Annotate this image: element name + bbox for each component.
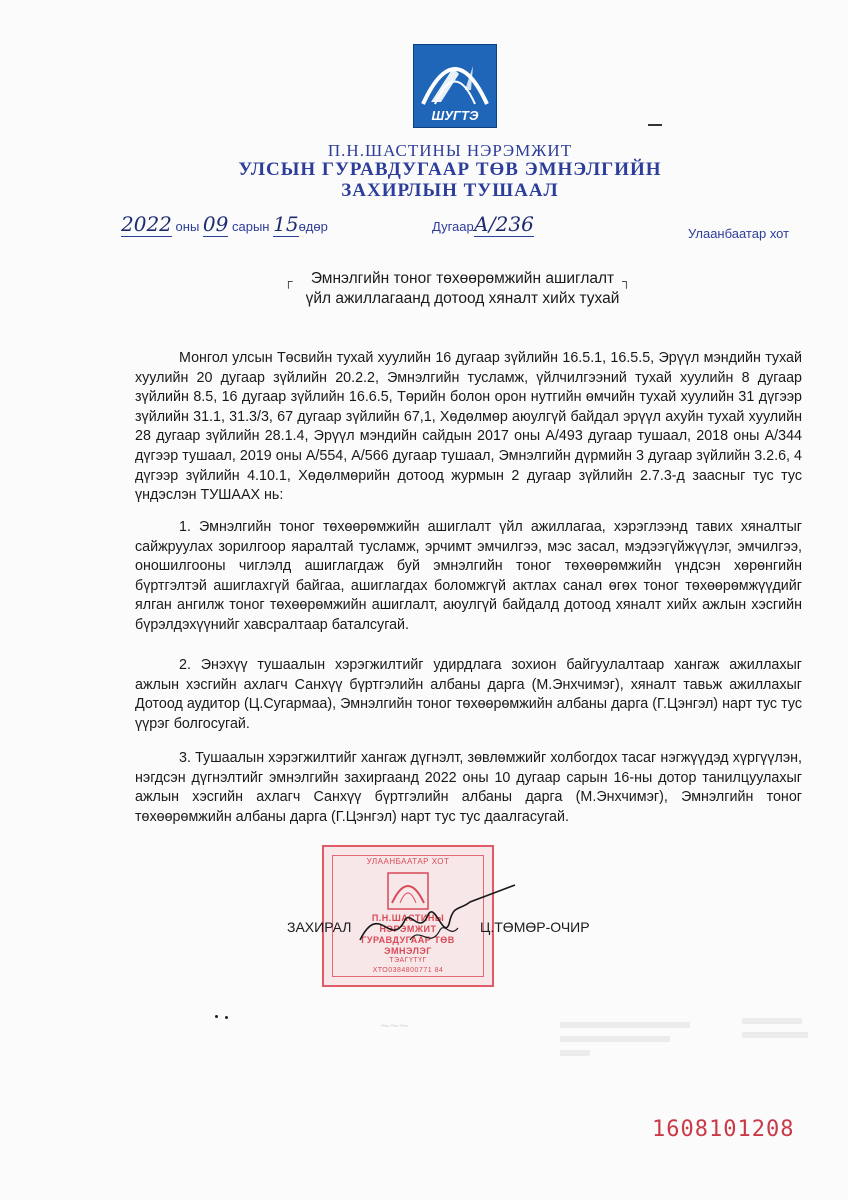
date-month-suffix: сарын — [232, 219, 270, 234]
scan-mark — [648, 124, 662, 126]
org-name-line2: УЛСЫН ГУРАВДУГААР ТӨВ ЭМНЭЛГИЙН — [238, 159, 662, 180]
order-item-1: 1. Эмнэлгийн тоног төхөөрөмжийн ашиглалт үйл ажиллагаа, хэрэглээнд тавих хяналтыг сайжруулах зорилгоор яаралтай тусламж, эрчимт эмчилгээ, мэс засал, мэдээгүйжүүлэг, эмчилгээ, оношилгооны чиглэлд ашиглагдаж буй эмнэлгийн тоног төхөөрөмжийн үндсэн хөрөнгийн бүртгэлтэй ашиглахгүй байгаа, ашиглагдах боломжгүй актлах санал өгөх тоног төхөөрөмжүүдийг ялган ангилж тоног төхөөрөмжийн ашиглалт, аюулгүй байдалд дотоод хяналт хийх ажлын хэсгийн бүрэлдэхүүнийг хавсралтаар баталсугай. — [135, 519, 802, 633]
date-line — [121, 212, 328, 237]
order-subject — [290, 269, 635, 309]
subject-line2: үйл ажиллагаанд дотоод хяналт хийх тухай — [305, 290, 620, 307]
signatory-title: ЗАХИРАЛ — [287, 919, 352, 935]
order-number-label: Дугаар — [432, 219, 474, 234]
stamp-line1: П.Н.ШАСТИНЫ — [371, 913, 445, 923]
preamble-paragraph: Монгол улсын Төсвийн тухай хуулийн 16 дугаар зүйлийн 16.5.1, 16.5.5, Эрүүл мэндийн тухай хуулийн 20 дугаар зүйлийн 20.2.2, Эмнэлгийн тусламж, үйлчилгээний тухай хуулийн 8 дугаар зүйлийн 8.5, 16 дугаар зүйлийн 16.6.5, Төрийн болон орон нутгийн өмчийн тухай хуулийн 31 дүгээр зүйлийн 31.1, 31.3/3, 67 дугаар зүйлийн 67,1, Хөдөлмөр аюулгүй байдал эрүүл ахуйн тухай хуулийн 28 дугаар зүйлийн 28.1.4, Эрүүл мэндийн сайдын 2017 оны А/493 дугаар тушаал, 2018 оны А/344 дүгээр тушаал, 2019 оны А/554, А/566 дугаар тушаал, Эмнэлгийн дүрмийн 3 дугаар зүйлийн 3.2.6, 4 дүгээр зүйлийн 4.10.1, Хөдөлмөрийн дотоод журмын 2 дугаар зүйлийн 2.7.3-д заасныг тус тус үндэслэн ТУШААХ нь: — [135, 350, 802, 504]
stamp-bottom-text: ХТО0384800771 84 — [372, 967, 444, 974]
order-item-3: 3. Тушаалын хэрэгжилтийг хангаж дүгнэлт, зөвлөмжийг холбогдох тасаг нэгжүүдэд хүргүүлэн, нэгдсэн дүгнэлтийг эмнэлгийн захиргаанд 2022 оны 10 дугаар сарын 16-ны дотор танилцуулахыг ажлын хэсгийн ахлагч Санхүү бүртгэлийн албаны дарга (М.Энхчимэг), Эмнэлгийн тоног төхөөрөмжийн албаны дарга (Г.Цэнгэл) нарт тус тус даалгасугай. — [135, 750, 802, 825]
bleed-through-mark: ~~~ — [380, 1018, 409, 1035]
date-day: 15 — [273, 212, 299, 236]
order-number: А/236 — [473, 212, 534, 236]
order-number-line — [432, 212, 534, 237]
order-title: ЗАХИРЛЫН ТУШААЛ — [341, 180, 559, 201]
scan-speck — [213, 1013, 235, 1021]
subject-line1: Эмнэлгийн тоног төхөөрөмжийн ашиглалт — [310, 270, 615, 287]
date-day-suffix: өдөр — [298, 219, 328, 234]
stamp-line3: ГУРАВДУГААР ТӨВ — [361, 935, 455, 945]
order-item-2: 2. Энэхүү тушаалын хэрэгжилтийг удирдлага зохион байгуулалтаар хангаж ажиллахыг ажлын хэсгийн ахлагч Санхүү бүртгэлийн албаны дарга (М.Энхчимэг), хяналт тавьж ажиллахыг Дотоод аудитор (Ц.Сугармаа), Эмнэлгийн тоног төхөөрөмжийн албаны дарга (Г.Цэнгэл) нарт тус тус үүрэг болгосугай. — [135, 657, 802, 732]
date-month: 09 — [202, 212, 229, 236]
org-name-line1: П.Н.ШАСТИНЫ НЭРЭМЖИТ — [327, 141, 573, 160]
date-year: 2022 — [121, 212, 172, 236]
logo-text: ШУГТЭ — [431, 108, 479, 123]
registration-serial-number: 1608101208 — [652, 1117, 795, 1142]
stamp-line4: ЭМНЭЛЭГ — [384, 946, 432, 956]
city: Улаанбаатар хот — [688, 226, 790, 241]
subject-bracket-right: ┐ — [622, 274, 631, 288]
date-year-suffix: оны — [175, 219, 200, 234]
stamp-line2: НЭРЭМЖИТ — [379, 924, 437, 934]
bleed-through-text-block — [560, 1022, 690, 1056]
hospital-logo — [413, 44, 497, 128]
stamp-top-text: УЛААНБААТАР ХОТ — [366, 857, 450, 866]
bleed-through-text-right — [742, 1018, 808, 1038]
signatory-name: Ц.ТӨМӨР-ОЧИР — [480, 919, 590, 935]
stamp-line5: ТЭАГҮТҮГ — [389, 957, 427, 964]
subject-bracket-left: ┌ — [284, 274, 293, 288]
